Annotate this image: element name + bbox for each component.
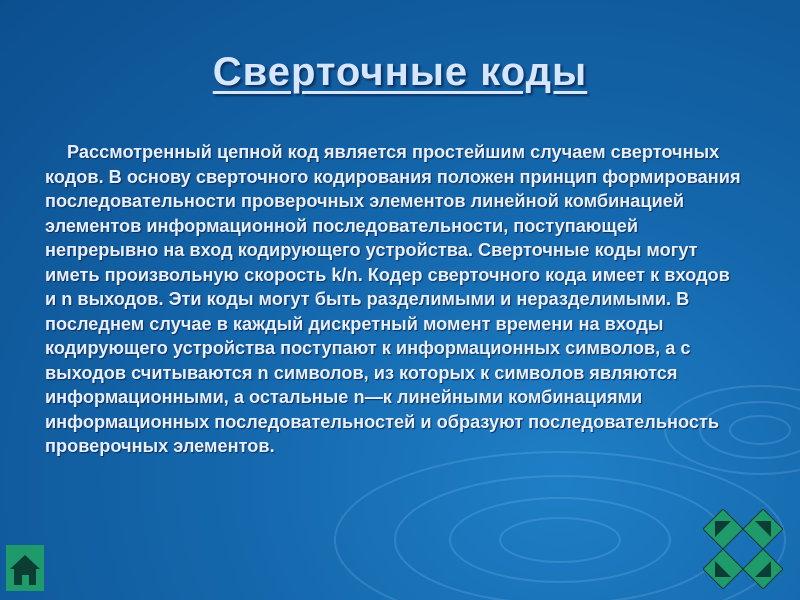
home-button[interactable] [6,545,44,591]
arrow-up-right-icon [743,509,783,549]
navigation-buttons [697,507,787,591]
slide-body-text: Рассмотренный цепной код является простейшим случаем сверточных кодов. В основу сверточного кодирования положен принцип формирования последовательности проверочных элементов линейной комбинацией элементов информационной последовательности, поступающей непрерывно на вход кодирующего устройства. Сверточные коды могут иметь произвольную скорость k/n. Кодер сверточного кода имеет к входов и n выходов. Эти коды могут быть разделимыми и неразделимыми. В последнем случае в каждый дискретный момент времени на входы кодирующего устройства поступают к информационных символов, а с выходов считываются n символов, из которых к символов являются информационными, а остальные n—к линейными комбинациями информационных последовательностей и образуют последовательность проверочных элементов. [45,142,741,456]
slide-title: Сверточные коды [212,50,588,94]
nav-button-down-right[interactable] [743,549,783,589]
arrow-down-left-icon [703,549,743,589]
arrow-up-left-icon [703,509,743,549]
nav-button-up-left[interactable] [703,509,743,549]
home-icon [6,545,44,591]
nav-button-up-right[interactable] [743,509,783,549]
title-container [0,50,800,95]
nav-button-down-left[interactable] [703,549,743,589]
arrow-down-right-icon [743,549,783,589]
